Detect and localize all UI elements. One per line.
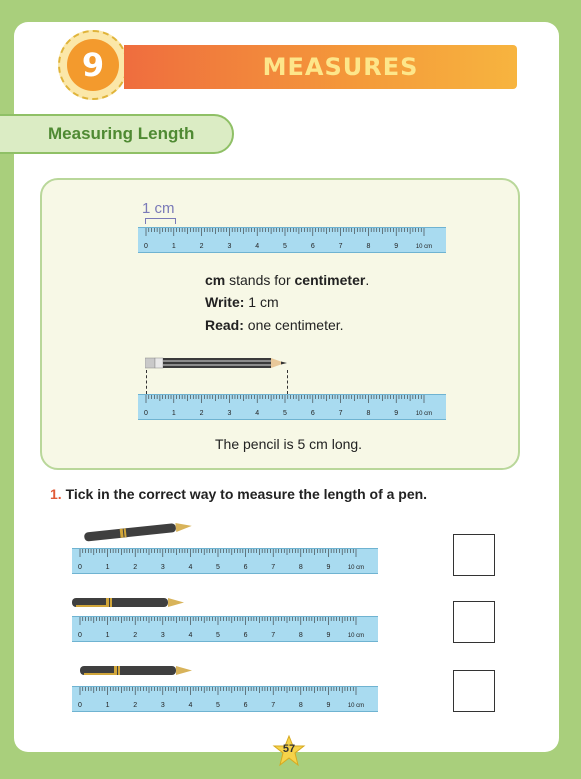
ruler-number: 0 — [78, 564, 82, 571]
write-value: 1 cm — [244, 294, 279, 310]
ruler-end-label: 10 cm — [347, 633, 365, 639]
ruler-number: 0 — [144, 243, 148, 250]
ruler-number: 6 — [243, 702, 248, 709]
question-text: Tick in the correct way to measure the length of a pen. — [61, 486, 428, 502]
ruler-number: 1 — [171, 410, 176, 417]
read-line — [205, 317, 344, 333]
ruler-number: 3 — [227, 410, 232, 417]
write-line — [205, 294, 279, 310]
page-number: 57 — [282, 743, 296, 755]
definition-line — [205, 272, 369, 288]
ruler-example — [138, 227, 446, 253]
chapter-title-bar — [124, 45, 517, 89]
ruler-number: 8 — [298, 702, 303, 709]
chapter-badge — [58, 30, 128, 100]
ruler-number: 1 — [105, 702, 110, 709]
ruler-number: 3 — [227, 243, 232, 250]
ruler-number: 9 — [394, 410, 399, 417]
ruler-number: 9 — [394, 243, 399, 250]
ruler-option-2 — [72, 616, 378, 642]
ruler-scale — [138, 395, 446, 421]
pencil-start-guide — [146, 370, 147, 394]
question-number: 1. — [50, 486, 62, 502]
definition-mid: stands for — [225, 272, 295, 288]
ruler-end-label: 10 cm — [415, 411, 433, 417]
ruler-number: 5 — [283, 410, 287, 417]
ruler-number: 7 — [271, 564, 276, 571]
ruler-number: 8 — [298, 632, 303, 639]
ruler-number: 2 — [133, 564, 138, 571]
definition-end: . — [365, 272, 370, 288]
ruler-option-3 — [72, 686, 378, 712]
definition-abbr: cm — [205, 272, 226, 288]
unit-bracket — [145, 218, 176, 224]
ruler-number: 5 — [216, 632, 220, 639]
ruler-number: 0 — [78, 632, 82, 639]
ruler-number: 2 — [199, 243, 204, 250]
pen-image-option-2 — [72, 595, 188, 611]
page-number-badge — [272, 735, 306, 767]
section-title: Measuring Length — [48, 124, 195, 143]
ruler-number: 6 — [243, 564, 248, 571]
ruler-number: 9 — [326, 564, 331, 571]
tick-box-option-2[interactable] — [453, 601, 495, 643]
ruler-number: 6 — [310, 243, 315, 250]
ruler-option-1 — [72, 548, 378, 574]
ruler-number: 2 — [199, 410, 204, 417]
ruler-number: 5 — [216, 564, 220, 571]
ruler-number: 7 — [271, 702, 276, 709]
pencil-caption: The pencil is 5 cm long. — [215, 436, 363, 452]
ruler-end-label: 10 cm — [347, 703, 365, 709]
ruler-number: 8 — [366, 243, 371, 250]
ruler-number: 7 — [338, 410, 343, 417]
ruler-scale — [138, 228, 446, 254]
ruler-number: 0 — [144, 410, 148, 417]
ruler-pencil — [138, 394, 446, 420]
ruler-number: 4 — [255, 410, 260, 417]
ruler-number: 1 — [105, 564, 110, 571]
chapter-number: 9 — [67, 39, 119, 91]
ruler-number: 0 — [78, 702, 82, 709]
ruler-number: 3 — [160, 632, 165, 639]
ruler-number: 1 — [171, 243, 176, 250]
ruler-number: 6 — [310, 410, 315, 417]
ruler-end-label: 10 cm — [347, 565, 365, 571]
pen-image-option-1 — [80, 518, 198, 544]
ruler-number: 9 — [326, 632, 331, 639]
ruler-number: 7 — [338, 243, 343, 250]
read-value: one centimeter. — [243, 317, 344, 333]
ruler-number: 7 — [271, 632, 276, 639]
read-label: Read: — [205, 317, 244, 333]
write-label: Write: — [205, 294, 245, 310]
ruler-scale — [72, 549, 378, 575]
ruler-number: 4 — [188, 702, 193, 709]
chapter-title: MEASURES — [262, 53, 419, 81]
ruler-number: 8 — [366, 410, 371, 417]
unit-label: 1 cm — [142, 200, 175, 217]
ruler-number: 4 — [255, 243, 260, 250]
ruler-number: 8 — [298, 564, 303, 571]
pencil-image — [145, 356, 293, 370]
ruler-number: 9 — [326, 702, 331, 709]
ruler-number: 1 — [105, 632, 110, 639]
ruler-number: 3 — [160, 564, 165, 571]
tick-box-option-3[interactable] — [453, 670, 495, 712]
section-tab — [0, 114, 234, 154]
pen-image-option-3 — [80, 663, 196, 679]
ruler-number: 5 — [216, 702, 220, 709]
ruler-number: 4 — [188, 632, 193, 639]
tick-box-option-1[interactable] — [453, 534, 495, 576]
pencil-end-guide — [287, 370, 288, 394]
ruler-number: 5 — [283, 243, 287, 250]
question-line — [50, 486, 427, 502]
ruler-number: 6 — [243, 632, 248, 639]
ruler-scale — [72, 687, 378, 713]
ruler-number: 2 — [133, 702, 138, 709]
ruler-number: 3 — [160, 702, 165, 709]
ruler-number: 2 — [133, 632, 138, 639]
ruler-end-label: 10 cm — [415, 244, 433, 250]
ruler-scale — [72, 617, 378, 643]
ruler-number: 4 — [188, 564, 193, 571]
definition-word: centimeter — [294, 272, 366, 288]
